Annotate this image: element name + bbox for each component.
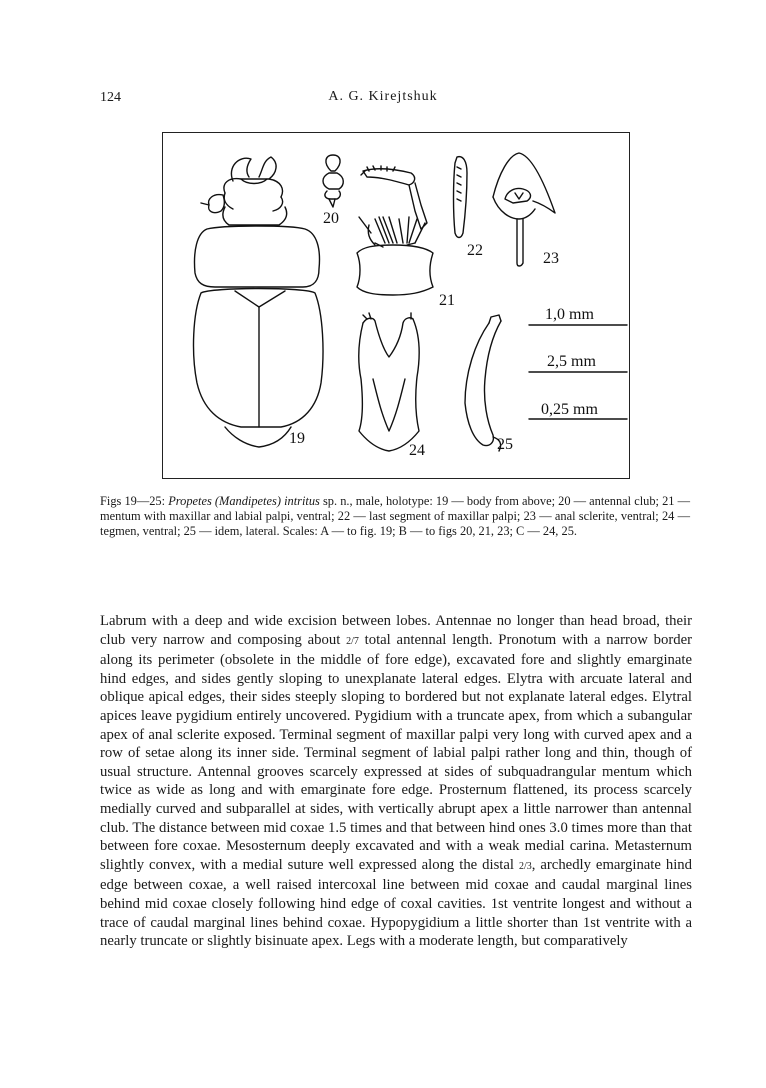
fraction-two-thirds: 2/3 <box>518 860 532 872</box>
running-title: A. G. Kirejtshuk <box>328 89 438 104</box>
fig22-label: 22 <box>467 242 483 259</box>
fig21-label: 21 <box>439 292 455 309</box>
fig19-beetle-drawing <box>194 157 323 447</box>
body-part-3: , archedly emarginate hind edge between coxae, a well raised intercoxal line between mid coxae and caudal marginal lines behind mid coxae closely following hind edge of coxal cavities. 1st ventrite longest and without a trace of caudal marginal lines behind coxae. Hypopygidium a little shorter than 1st ventrite with a nearly truncate or slightly bisinuate apex. Legs with a moderate length, but comparatively <box>100 856 692 950</box>
fraction-two-sevenths: 2/7 <box>346 635 359 647</box>
caption-subgenus: (Mandipetes) <box>214 494 281 508</box>
scale-label-b: 2,5 mm <box>547 353 596 370</box>
fig25-label: 25 <box>497 436 513 453</box>
body-part-2: total antennal length. Pronotum with a narrow border along its perimeter (obsolete in the middle of fore edge), excavated fore and slightly emarginate hind edges, and sides gently sloping to unexplanate lateral edges. Elytra with arcuate lateral and oblique apical edges, their sides steeply sloping to bordered but not explanate lateral edges. Elytral apices leave pygidium entirely uncovered. Pygidium with a truncate apex, from which a subangular apex of anal sclerite exposed. Terminal segment of maxillar palpi very long with curved apex and a row of setae along its inner side. Terminal segment of labial palpi rather long and thin, though of usual structure. Antennal grooves scarcely expressed at sides of subquadrangular mentum which twice as wide as long and with emarginate fore edge. Prosternum flattened, its process scarcely medially curved and subparallel at sides, with vertically abrupt apex a little narrower than antennal club. The distance between mid coxae 1.5 times and that between hind ones 3.0 times more than that between fore coxae. Mesosternum deeply excavated and with a weak medial carina. Metasternum slightly convex, with a medial suture well expressed along the distal <box>100 631 692 873</box>
caption-species: intritus <box>284 494 320 508</box>
figure-drawings <box>163 133 631 480</box>
fig19-label: 19 <box>289 430 305 447</box>
caption-rest: sp. n., male, holotype: 19 — body from above; 20 — antennal club; 21 — mentum with maxillar and labial palpi, ventral; 22 — last segment of maxillar palpi; 23 — anal sclerite, ventral; 24 — tegmen, ventral; 25 — idem, lateral. Scales: A — to fig. 19; B — to figs 20, 21, 23; C — 24, 25. <box>100 494 690 538</box>
fig24-label: 24 <box>409 442 425 459</box>
fig20-antennal-club-drawing <box>323 155 343 207</box>
figure-caption <box>100 494 690 539</box>
figure-plate <box>162 132 630 479</box>
caption-lead: Figs 19—25: <box>100 494 169 508</box>
fig23-label: 23 <box>543 250 559 267</box>
fig25-tegmen-lateral-drawing <box>465 315 501 451</box>
fig21-mentum-drawing <box>357 166 433 295</box>
fig20-label: 20 <box>323 210 339 227</box>
caption-genus: Propetes <box>168 494 212 508</box>
fig22-palp-segment-drawing <box>454 157 468 238</box>
description-paragraph <box>100 612 692 951</box>
fig24-tegmen-ventral-drawing <box>359 313 419 451</box>
body-part-1: Labrum with a deep and wide excision between lobes. Antennae no longer than head broad, their club very narrow and composing about <box>100 613 692 648</box>
scale-label-c: 0,25 mm <box>541 401 598 418</box>
page-number: 124 <box>100 90 121 105</box>
scale-label-a: 1,0 mm <box>545 306 594 323</box>
